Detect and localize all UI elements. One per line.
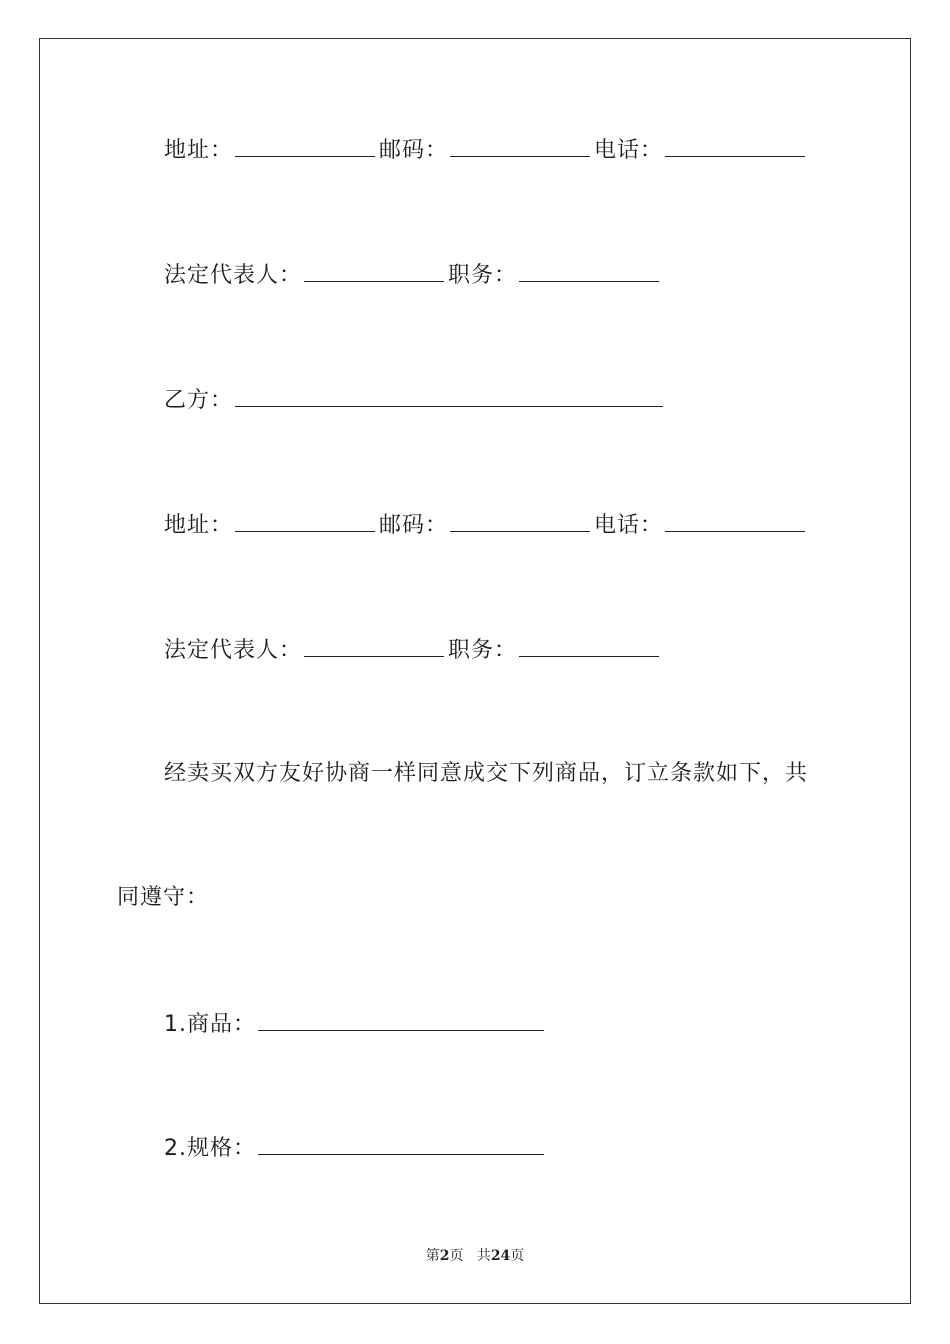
page-border — [39, 38, 911, 1304]
page-number: 2 — [439, 1248, 450, 1264]
postcode-blank — [450, 134, 590, 157]
position-blank — [519, 259, 659, 282]
total-suffix: 页 — [510, 1248, 525, 1264]
item-commodity-row — [164, 1008, 548, 1040]
item-blank — [258, 1008, 544, 1031]
position-label: 职务： — [448, 263, 518, 288]
phone-blank — [665, 509, 805, 532]
party-a-address-row — [164, 134, 809, 166]
total-prefix: 共 — [476, 1248, 491, 1264]
phone-blank — [665, 134, 805, 157]
party-b-row — [164, 384, 667, 416]
page-footer — [0, 1246, 950, 1266]
phone-label: 电话： — [594, 138, 664, 163]
total-pages: 24 — [490, 1248, 511, 1264]
legal-rep-label: 法定代表人： — [164, 263, 303, 288]
intro-line-2: 同遵守： — [117, 885, 210, 910]
address-label: 地址： — [164, 513, 234, 538]
postcode-blank — [450, 509, 590, 532]
intro-line-1: 经卖买双方友好协商一样同意成交下列商品，订立条款如下，共 — [164, 761, 809, 786]
item-blank — [258, 1132, 544, 1155]
legal-rep-blank — [304, 259, 444, 282]
item-spec-row — [164, 1132, 548, 1164]
legal-rep-blank — [304, 634, 444, 657]
item-label: 2.规格： — [164, 1136, 256, 1161]
page-suffix: 页 — [449, 1248, 464, 1264]
postcode-label: 邮码： — [379, 513, 449, 538]
postcode-label: 邮码： — [379, 138, 449, 163]
position-label: 职务： — [448, 638, 518, 663]
address-blank — [235, 509, 375, 532]
address-label: 地址： — [164, 138, 234, 163]
party-b-label: 乙方： — [164, 388, 234, 413]
position-blank — [519, 634, 659, 657]
party-b-address-row — [164, 509, 809, 541]
legal-rep-label: 法定代表人： — [164, 638, 303, 663]
page-prefix: 第 — [425, 1248, 440, 1264]
party-b-blank — [235, 384, 663, 407]
party-a-legal-rep-row — [164, 259, 663, 291]
address-blank — [235, 134, 375, 157]
phone-label: 电话： — [594, 513, 664, 538]
item-label: 1.商品： — [164, 1012, 256, 1037]
party-b-legal-rep-row — [164, 634, 663, 666]
